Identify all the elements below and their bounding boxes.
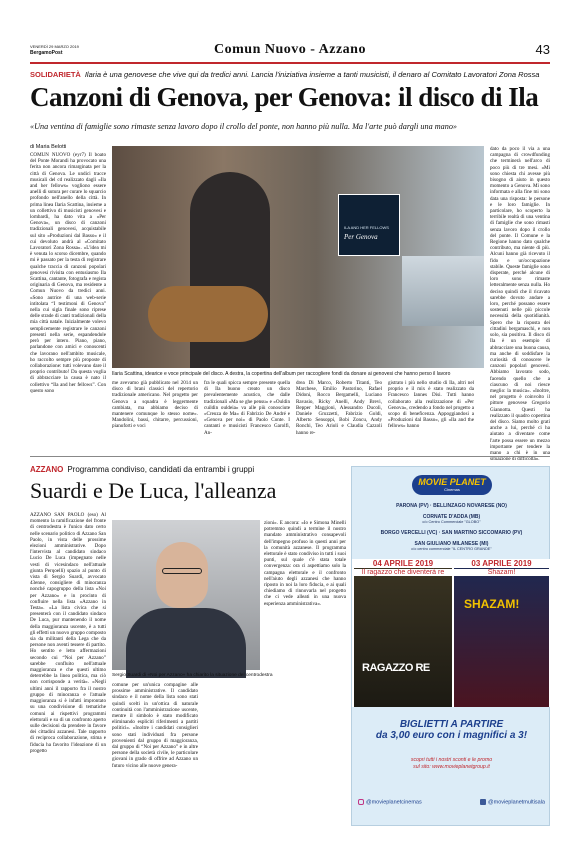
- location-4: [358, 541, 545, 551]
- film1-date: 04 APRILE 2019: [354, 559, 452, 568]
- album-cover-title: ILA AND HER FELLOWS: [344, 225, 389, 230]
- section-title: Comun Nuovo - Azzano: [214, 42, 366, 57]
- film1-title: Il ragazzo che diventerà re: [354, 569, 452, 576]
- film2-poster[interactable]: [454, 559, 549, 707]
- location-3: [358, 530, 545, 536]
- instagram-handle: @movieplanetcinemas: [366, 799, 422, 806]
- film2-title: Shazam!: [454, 569, 549, 576]
- article1-tag: SOLIDARIETÀ: [30, 70, 81, 79]
- article1-column-5: drea Di Marco, Roberto Titanti, Teo Marchese, Emilio Pastorino, Rafael Didoni, Rocco Bergamelli, Luciano Ravasio, Ricky Anelli, Andy Brevi, Bepper Maggioni, Alessandro Ducoli, Daniele Gruzzetti, Fabrizio Goldi, Alberto Sensoppi, Bobi Zoncu, Andy Ronchi, Teo Arioli e Claudia Cazzoli hanno re-: [296, 380, 382, 436]
- album-cover-subtitle: Per Genova: [344, 233, 378, 241]
- article1-photo-caption: Ilaria Scattina, idearice e voce principale del disco. A destra, la copertina dell'album per raccogliere fondi da donare ai genovesi che hanno perso il lavoro: [112, 371, 451, 377]
- album-cover: [338, 194, 400, 256]
- article1-headline: Canzoni di Genova, per Genova: il disco di Ila: [30, 82, 539, 112]
- film2-date: 03 APRILE 2019: [454, 559, 549, 568]
- article2-column-2: comune per un'unica compagine alle prossime amministrative. Il candidato sindaco e il nome della lista sono stati quindi scelti in un'ottica di naturale continuità con l'amministrazione uscente, mentre il simbolo è stato modificato eliminando espliciti riferimenti a partiti politici». «Inoltre i candidati consiglieri sono stati individuati fra persone provenienti dal gruppo di maggioranza, dal gruppo di “Noi per Azzano” e in altre persone della società civile, le particolare giovani in grado di offrire ad Azzano un futuro vicino alle nuove genera-: [112, 682, 198, 769]
- film2-poster-title: SHAZAM!: [464, 597, 520, 611]
- instagram-icon: [358, 799, 364, 805]
- newspaper-name: BergamoPost: [30, 50, 63, 56]
- facebook-handle: @movieplanetmultisala: [488, 799, 545, 806]
- article1-kicker-text: Ilaria è una genovese che vive qui da tredici anni. Lancia l'iniziativa insieme a tanti musicisti, il denaro al Comitato Lavoratori Zona Rossa: [84, 70, 540, 79]
- article1-kicker: [30, 70, 550, 79]
- cinema-advertisement[interactable]: [351, 466, 550, 826]
- film1-poster-title: RAGAZZO RE: [362, 662, 430, 674]
- location-2: [358, 514, 545, 524]
- article1-column-1: COMUN NUOVO (eyr7) Il boato del Ponte Morandi ha provocato una ferita non ancora rimarginata per la città di Genova. Le undici tracce musicali del cd realizzato dagli «Ila and her fellows» vogliono essere anelli di sutura per curare lo squarcio profondo nell'anello della città. In prima linea Ilaria Scattina, insieme a un collettivo di musicisti genovesi e lombardi, ha dato vita a «Per Genova», un disco di canzoni tradizionali genovesi, acquistabile sul sito «Produzioni dal Basso» e il cui devoluto andrà al «Comitato Lavoratori Zona Rossa». «L'idea mi è venuta lo scorso dicembre, quando mi è passato per la testa di registrare qualche traccia di canzoni popolari genovesi rivisita con entusiasmo Ila Scattina, cantante, fotografa e regista originaria di Genova, ma residente a Comun Nuovo da tredici anni. «Sono autrice di una web-serie intitolata “I testimoni di Genova” nella cui sigla finale sono riprese delle strade di canti tradizionali della mia città natale. Inizialmente volevo semplicemente registrare le canzoni presenti nella serie, espandendole però per intero. Piano, piano, parlandone con amici e conoscenti che lavorano nell'ambito musicale, ho raccolto sempre più proposte di collaborazione: tutti volevano dare il proprio contributo! Da questa voglia di abbracciare la causa è nato il collettivo “Ila and her fellows”. Con questo sono: [30, 152, 106, 394]
- article2-column-1: AZZANO SAN PAOLO (eso) Al momento la ramificazione del fronte di centrodestra è l'unico dato certo nelle scenario politico di Azzano San Paolo, in vista delle prossime elezioni amministrative. Dopo l'intervista al candidato sindaco Lucio De Luca (impegnato nelle vesti di vicesindaco nell'attuale giunta Perqoelli) spazio al punto di vista di Sergio Suardi, avvocato 43enne, consigliere di minoranza nonché capogruppo della lista «Noi per Azzano» e in procinto di confluire nella lista «Azzano in Testa». «La lista civica che si presenterà con il candidato sindaco De Luca, pur mantenendo il nome della maggioranza uscente, è a tutti gli effetti un nuovo gruppo composto sia da militanti della Lega che da persone non aventi tessere di partito. Ho sentito e letto affermazioni secondo cui “Noi per Azzano” sarebbe confluito nell'attuale maggioranza e che questi ultimo deterrebbe la linea politica, ma ciò non corrisponde a verità». «Negli ultimi anni il rapporto fra il nostro gruppo di minoranza e l'attuale maggioranza si è infatti improntato su una condivisione di tematiche comuni ai rispettivi programmi elettorali e su di un confronto aperto sulle decisioni da prendere in favore dei cittadini azzanesi. Tale rapporto di reciproca collaborazione, stima e fiducia ha favorito l'ideazione di un progetto: [30, 512, 106, 754]
- article1-column-7: dato da poco il via a una campagna di crowdfunding che terminerà nell'arco di poco più di tre mesi. «Mi sono chiesta chi avesse più bisogno di aiuto in questo momento a Genova. Mi sono informata e alla fine mi sono data una risposta: le persone e le loro famiglie. In particolare, ho scoperto la terribile realtà di una ventina di famiglie che sono rimasti senza lavoro dopo il crollo del ponte. Il Comune e la Regione hanno dato qualche contributo, ma niente di più. Alcuni hanno già ricevuto il fido e un'occupazione stabile. Queste famiglie sono disperate, perché alcune di loro sono rimaste letteralmente senza nulla. Ho deciso quindi che il ricavato sarebbe dovuto andare a loro, perché possano essere sostenuti nelle più piccole necessità della quotidianità. Spero che la risposta dei cittadini bergamaschi, e non solo, sia positiva. Il disco di Ila è un esempio di abbracciare una buona causa, ma anche di soddisfare la curiosità di conoscere le canzoni popolari genovesi. Abbiamo lavorato sodo, facendo quello che a ciascuno di noi riesce meglio: la musica». «Inoltre, nel progetto è coinvolto il pittore genovese Gregorio Giannotta. Questi ha realizzato il quadro copertina del disco. Siamo molto grati anche a lui, perché ci ha aiutato a diventare come l'arte possa essere un mezzo importante per tendere la mano a chi è in una situazione di difficoltà».: [490, 146, 550, 463]
- promo-website: [358, 757, 545, 770]
- location-2-sub: c/o Centro Commerciale "GLOBO": [422, 520, 481, 524]
- location-4-name: SAN GIULIANO MILANESE (MI): [414, 541, 489, 547]
- location-1: [358, 503, 545, 509]
- web-line-1: scopri tutti i nostri sconti e le promo: [410, 757, 493, 763]
- portrait-head: [156, 542, 208, 608]
- location-3-name: BORGO VERCELLI (VC) · SAN MARTINO SICCOMARIO (PV): [380, 530, 523, 536]
- article2-tag: AZZANO: [30, 465, 64, 474]
- article2-headline: Suardi e De Luca, l'alleanza: [30, 478, 277, 503]
- article2-kicker-text: Programma condiviso, candidati da entrambi i gruppi: [67, 465, 255, 474]
- page-number: 43: [535, 42, 550, 57]
- price-line-1: BIGLIETTI A PARTIRE: [399, 719, 504, 730]
- portrait-body: [126, 608, 246, 678]
- location-1-name: PARONA (PV) · BELLINZAGO NOVARESE (NO): [396, 503, 507, 509]
- article2-photo-caption: Sergio Suardi di «Noi per Azzano» ha chiarito la situazione del centrodestra: [112, 673, 273, 678]
- issue-date: VENERDÌ 29 MARZO 2019: [30, 44, 79, 49]
- location-4-sub: c/o centro commerciale "IL CENTRO GRANDE": [411, 547, 492, 551]
- brand-sub: Cinemas: [444, 487, 460, 492]
- brand-name: MOVIE PLANET: [418, 477, 486, 487]
- guitar-shape: [148, 286, 268, 342]
- facebook-link[interactable]: [480, 799, 545, 805]
- location-2-name: CORNATE D'ADDA (MB): [422, 514, 481, 520]
- social-links: [358, 799, 545, 805]
- ticket-price: [358, 719, 545, 741]
- article1-column-3: me avevamo già pubblicato nel 2014 un disco di brani classici del repertorio tradizionale americano. Nel progetto per Genova a squadra è leggermente cambiata, ma abbiamo deciso di mantenere comunque lo stesso nome». Mandolini, bassi, chitarre, percussioni, pianoforti e voci: [112, 380, 198, 430]
- article1-subheadline: «Una ventina di famiglie sono rimaste senza lavoro dopo il crollo del ponte, non hanno più nulla. Ma l'arte può dargli una mano»: [30, 122, 458, 131]
- section-divider: [30, 456, 550, 457]
- article1-photo: [112, 146, 484, 368]
- instagram-link[interactable]: [358, 799, 422, 805]
- article1-column-4: fra le quali spicca sempre presente quella di Ila buono creato un disco prevalentemente acustico, che dalle tradizionali «Ma se ghe pensu» e «Ouldin cuildin ouldeia» va alle più conosciute «Creuza de Ma» di Fabrizio De André e «Genova per noi» di Paolo Conte. I cantanti e musicisti Francesco Garolfi, An-: [204, 380, 290, 436]
- portrait-glasses: [162, 568, 202, 574]
- facebook-icon: [480, 799, 486, 805]
- film-posters: [352, 559, 551, 707]
- article1-column-6: gistrato i più nello studio di Ila, altri nel proprio e il mix è stato realizzato da Francesco Iannes Disi. Tutti hanno collaborato alla realizzazione di «Per Genova», credendo a fondo nel progetto a scopo di beneficenza. Appoggiandosi a «Produzioni dal Basso», gli «Ila and the fellows» hanno: [388, 380, 474, 430]
- movie-planet-logo: [412, 475, 492, 495]
- article2-photo: [112, 520, 260, 670]
- web-line-2[interactable]: sul sito: www.movieplanetgroup.it: [413, 763, 490, 770]
- film1-poster[interactable]: [354, 559, 452, 707]
- page-header: [30, 42, 550, 64]
- article1-byline: di Maria Belotti: [30, 144, 67, 150]
- price-line-2: da 3,00 euro con i magnifici a 3!: [375, 730, 528, 741]
- article2-column-3: zioni». E ancora: «Io e Simona Minelli potremmo quindi a termine il nostro mandato amministrativo consapevoli dell'impegno profuso in questi anni per la comunità azzanese. Il programma elettorale è stato condiviso in tutti i suoi punti, sul quale c'è stata totale convergenza: ora ci aspettiamo solo la campagna elettorale e il confronto nell'aiuto degli azzanesi che hanno riposto in noi la loro fiducia, e ai quali chiediamo di rinnovarla nel progetto che ci vede alleati in una nuova esperienza amministrativa».: [264, 520, 346, 607]
- city-view: [402, 256, 484, 326]
